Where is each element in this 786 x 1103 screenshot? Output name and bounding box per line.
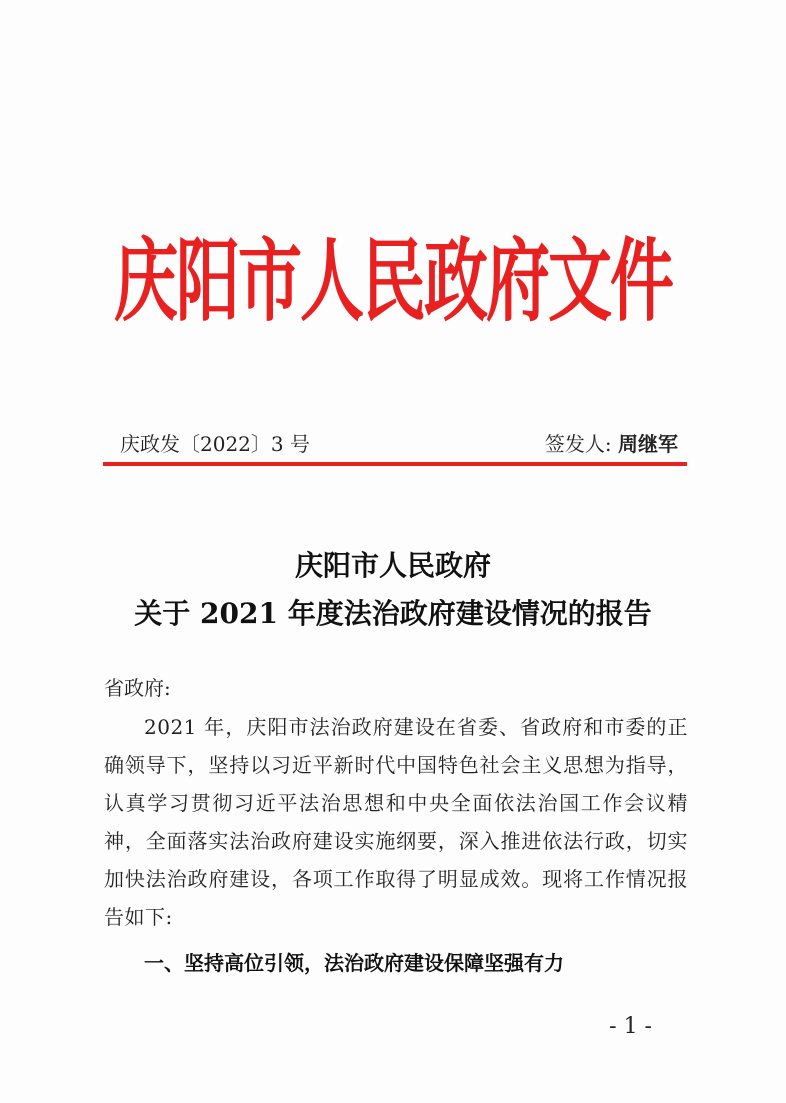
- report-title: [0, 542, 786, 638]
- body-paragraph: 2021 年，庆阳市法治政府建设在省委、省政府和市委的正确领导下，坚持以习近平新时代中国特色社会主义思想为指导，认真学习贯彻习近平法治思想和中央全面依法治国工作会议精神，全面落实法治政府建设实施纲要，深入推进依法行政，切实加快法治政府建设，各项工作取得了明显成效。现将工作情况报告如下:: [104, 715, 688, 929]
- signer-name: 周继军: [618, 432, 678, 456]
- salutation: 省政府:: [104, 676, 171, 700]
- red-divider-line: [103, 462, 687, 466]
- document-number: 庆政发〔2022〕3 号: [120, 432, 310, 456]
- section-heading: 一、坚持高位引领，法治政府建设保障坚强有力: [144, 951, 564, 975]
- signer-block: [545, 428, 678, 457]
- report-title-line-1: 庆阳市人民政府: [294, 549, 491, 582]
- page-number: - 1 -: [609, 1014, 652, 1039]
- report-title-line-2: 关于 2021 年度法治政府建设情况的报告: [134, 597, 652, 630]
- document-masthead: 庆阳市人民政府文件: [114, 231, 672, 335]
- signer-label: 签发人:: [544, 432, 612, 456]
